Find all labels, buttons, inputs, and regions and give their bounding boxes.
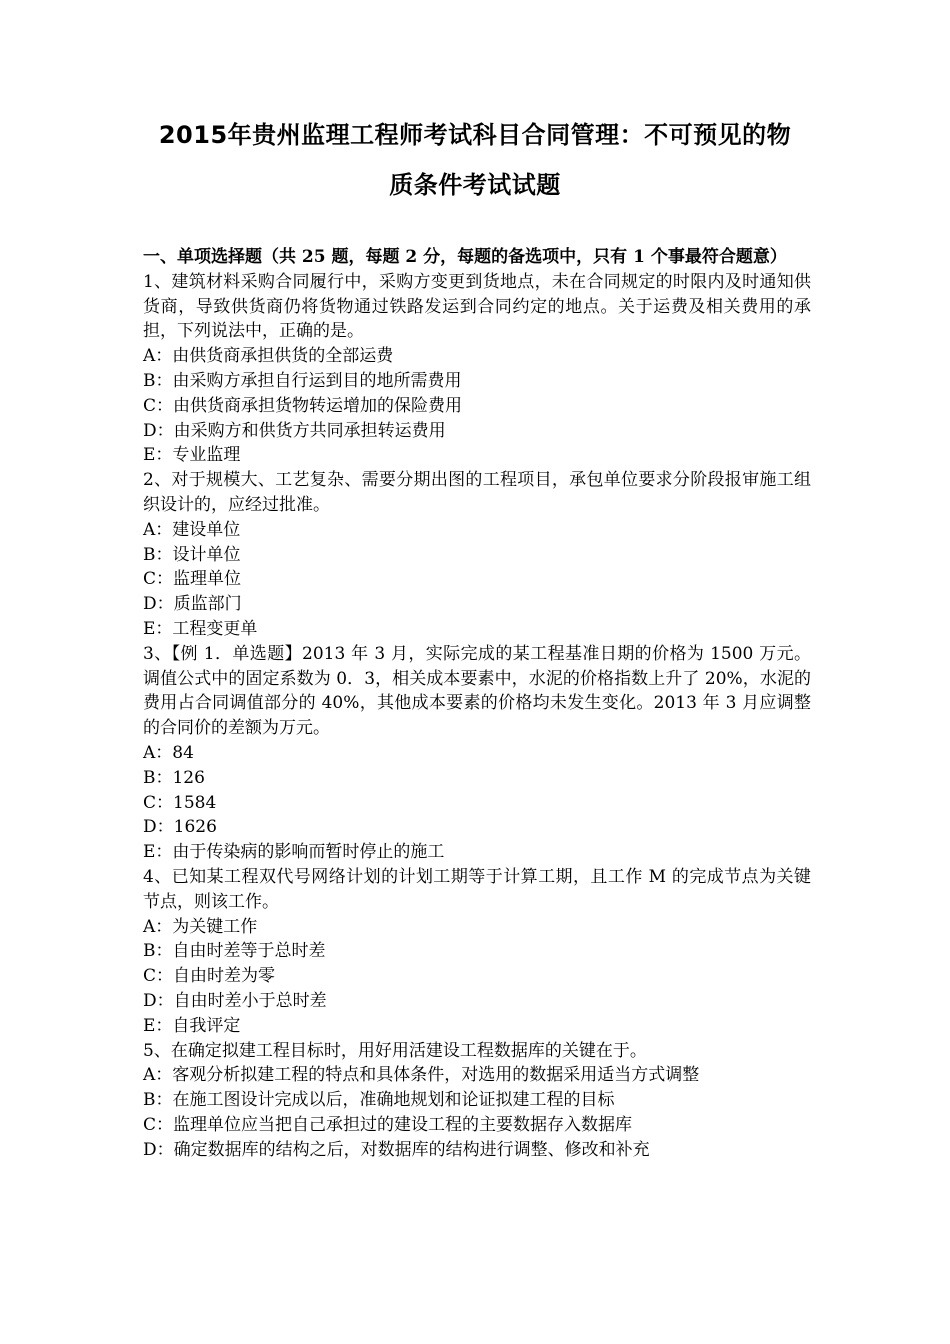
option-b: B：在施工图设计完成以后，准确地规划和论证拟建工程的目标 [143, 1090, 615, 1111]
option-d: D：由采购方和供货方共同承担转运费用 [143, 420, 446, 441]
option-e: E：工程变更单 [143, 618, 258, 639]
option-a: A：由供货商承担供货的全部运费 [143, 346, 394, 367]
option-d: D：1626 [143, 817, 217, 838]
option-c: C：由供货商承担货物转运增加的保险费用 [143, 395, 463, 416]
question-stem: 2、对于规模大、工艺复杂、需要分期出图的工程项目，承包单位要求分阶段报审施工组织设计的，应经过批准。 [143, 470, 811, 515]
option-a: A：84 [143, 742, 194, 763]
option-b: B：126 [143, 767, 205, 788]
option-b: B：自由时差等于总时差 [143, 941, 326, 962]
option-c: C：监理单位应当把自己承担过的建设工程的主要数据存入数据库 [143, 1114, 633, 1135]
question-stem: 1、建筑材料采购合同履行中，采购方变更到货地点，未在合同规定的时限内及时通知供货商，导致供货商仍将货物通过铁路发运到合同约定的地点。关于运费及相关费用的承担，下列说法中，正确的是。 [143, 271, 811, 342]
option-b: B：设计单位 [143, 544, 241, 565]
document-body [143, 245, 811, 1162]
question-stem: 5、在确定拟建工程目标时，用好用活建设工程数据库的关键在于。 [143, 1040, 647, 1061]
option-c: C：1584 [143, 792, 217, 813]
question-1 [143, 270, 811, 468]
option-e: E：由于传染病的影响而暂时停止的施工 [143, 842, 445, 863]
title-line-1: 2015年贵州监理工程师考试科目合同管理：不可预见的物 [158, 121, 792, 149]
question-3 [143, 642, 811, 865]
question-4 [143, 865, 811, 1039]
question-stem: 4、已知某工程双代号网络计划的计划工期等于计算工期，且工作 M 的完成节点为关键节点，则该工作。 [143, 866, 811, 912]
option-d: D：质监部门 [143, 594, 242, 615]
option-a: A：为关键工作 [143, 916, 258, 937]
option-e: E：专业监理 [143, 445, 241, 466]
question-2 [143, 468, 811, 642]
option-d: D：确定数据库的结构之后，对数据库的结构进行调整、修改和补充 [143, 1139, 650, 1160]
option-a: A：建设单位 [143, 519, 241, 540]
option-c: C：自由时差为零 [143, 966, 276, 987]
document-title [130, 110, 820, 210]
option-d: D：自由时差小于总时差 [143, 990, 327, 1011]
option-c: C：监理单位 [143, 569, 242, 590]
section-heading: 一、单项选择题（共 25 题，每题 2 分，每题的备选项中，只有 1 个事最符合题意） [143, 247, 787, 267]
question-stem: 3、【例 1．单选题】2013 年 3 月，实际完成的某工程基准日期的价格为 1500 万元。调值公式中的固定系数为 0．3，相关成本要素中，水泥的价格指数上升了 20%，水泥的费用占合同调值部分的 40%，其他成本要素的价格均未发生变化。2013 年 3 月应调整的合同价的差额为万元。 [143, 643, 811, 739]
title-line-2: 质条件考试试题 [389, 171, 561, 199]
option-a: A：客观分析拟建工程的特点和具体条件，对选用的数据采用适当方式调整 [143, 1065, 700, 1086]
option-e: E：自我评定 [143, 1015, 241, 1036]
option-b: B：由采购方承担自行运到目的地所需费用 [143, 370, 462, 391]
question-5 [143, 1039, 811, 1163]
